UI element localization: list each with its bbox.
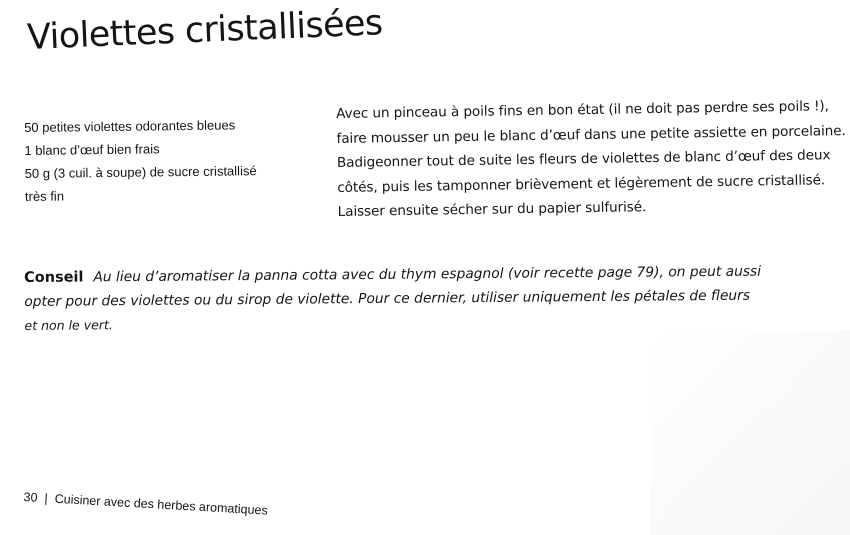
ingredient-item: 50 petites violettes odorantes bleues <box>24 117 236 135</box>
page-number: 30 <box>23 490 38 505</box>
method-line: Avec un pinceau à poils fins en bon état (il ne doit pas perdre ses poils !), <box>336 98 829 122</box>
tip-line: opter pour des violettes ou du sirop de violette. Pour ce dernier, utiliser uniquement les pétales de fleurs <box>24 287 751 310</box>
ingredient-item: 50 g (3 cuil. à soupe) de sucre cristallisé <box>24 163 257 181</box>
ingredients-list <box>24 113 257 208</box>
method-line: Badigeonner tout de suite les fleurs de violettes de blanc d’œuf des deux <box>336 147 831 171</box>
method-line: faire mousser un peu le blanc d’œuf dans une petite assiette en porcelaine. <box>336 122 846 147</box>
ingredient-item: 1 blanc d’œuf bien frais <box>24 141 160 158</box>
method-text <box>336 94 847 224</box>
book-title: Cuisiner avec des herbes aromatiques <box>54 491 269 518</box>
page-shadow <box>650 330 850 535</box>
footer-separator: | <box>44 491 49 506</box>
method-line: Laisser ensuite sécher sur du papier sulfurisé. <box>337 199 647 220</box>
tip-line: et non le vert. <box>24 317 113 333</box>
method-line: côtés, puis les tamponner brièvement et légèrement de sucre cristallisé. <box>337 171 826 196</box>
recipe-title: Violettes cristallisées <box>26 3 384 58</box>
tip-line: Au lieu d’aromatiser la panna cotta avec du thym espagnol (voir recette page 79), on peut aussi <box>93 263 762 286</box>
tip-box <box>24 260 762 338</box>
page-footer <box>23 490 268 518</box>
ingredient-item: très fin <box>24 188 65 204</box>
tip-label: Conseil <box>24 269 84 286</box>
